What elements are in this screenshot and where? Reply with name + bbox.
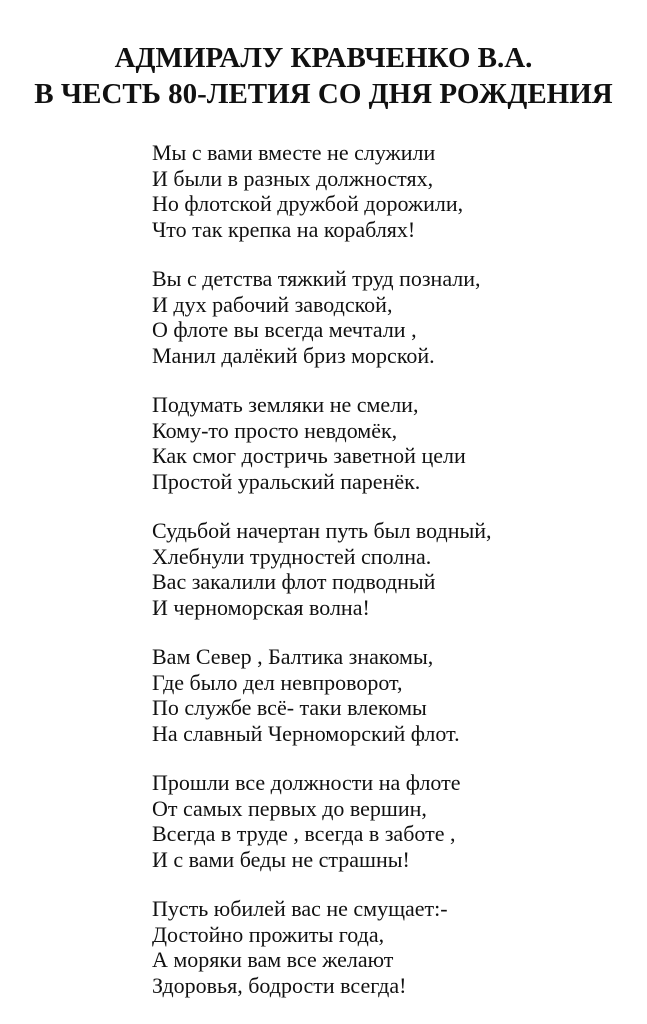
poem-line: По службе всё- таки влекомы xyxy=(152,695,427,720)
poem-line: Мы с вами вместе не служили xyxy=(152,140,436,165)
stanza-2 xyxy=(152,266,632,368)
stanza-1 xyxy=(152,140,632,242)
poem-line: И были в разных должностях, xyxy=(152,165,434,191)
poem-line: Прошли все должности на флоте xyxy=(152,770,461,795)
poem-line: Манил далёкий бриз морской. xyxy=(152,342,435,368)
stanza-5 xyxy=(152,644,632,746)
poem-line: О флоте вы всегда мечтали , xyxy=(152,317,417,342)
stanza-4 xyxy=(152,518,632,620)
poem-line: Достойно прожиты года, xyxy=(152,921,385,947)
poem-line: А моряки вам все желают xyxy=(152,947,394,972)
poem-line: Судьбой начертан путь был водный, xyxy=(152,518,492,543)
poem-line: И дух рабочий заводской, xyxy=(152,291,393,317)
poem-line: Что так крепка на кораблях! xyxy=(152,216,416,242)
poem-line: И черноморская волна! xyxy=(152,594,370,620)
poem-line: Хлебнули трудностей сполна. xyxy=(152,543,432,569)
poem-line: Вас закалили флот подводный xyxy=(152,569,436,594)
poem-line: Пусть юбилей вас не смущает:- xyxy=(152,896,448,921)
poem-body xyxy=(152,140,632,1022)
title-line-1: АДМИРАЛУ КРАВЧЕНКО В.А. xyxy=(114,42,533,74)
poem-line: На славный Черноморский флот. xyxy=(152,720,460,746)
stanza-6 xyxy=(152,770,632,872)
poem-line: Подумать земляки не смели, xyxy=(152,392,419,417)
poem-line: Где было дел невпроворот, xyxy=(152,669,403,695)
poem-line: Здоровья, бодрости всегда! xyxy=(152,972,407,998)
stanza-3 xyxy=(152,392,632,494)
poem-line: И с вами беды не страшны! xyxy=(152,846,410,872)
poem-line: Как смог достричь заветной цели xyxy=(152,443,466,468)
stanza-7 xyxy=(152,896,632,998)
poem-line: Вы с детства тяжкий труд познали, xyxy=(152,266,481,291)
poem-line: Всегда в труде , всегда в заботе , xyxy=(152,821,456,846)
poem-line: Простой уральский паренёк. xyxy=(152,468,421,494)
title-line-2: В ЧЕСТЬ 80-ЛЕТИЯ СО ДНЯ РОЖДЕНИЯ xyxy=(34,78,613,110)
poem-title xyxy=(0,40,647,112)
poem-line: Но флотской дружбой дорожили, xyxy=(152,191,464,216)
poem-line: Кому-то просто невдомёк, xyxy=(152,417,398,443)
poem-line: От самых первых до вершин, xyxy=(152,795,427,821)
poem-line: Вам Север , Балтика знакомы, xyxy=(152,644,434,669)
